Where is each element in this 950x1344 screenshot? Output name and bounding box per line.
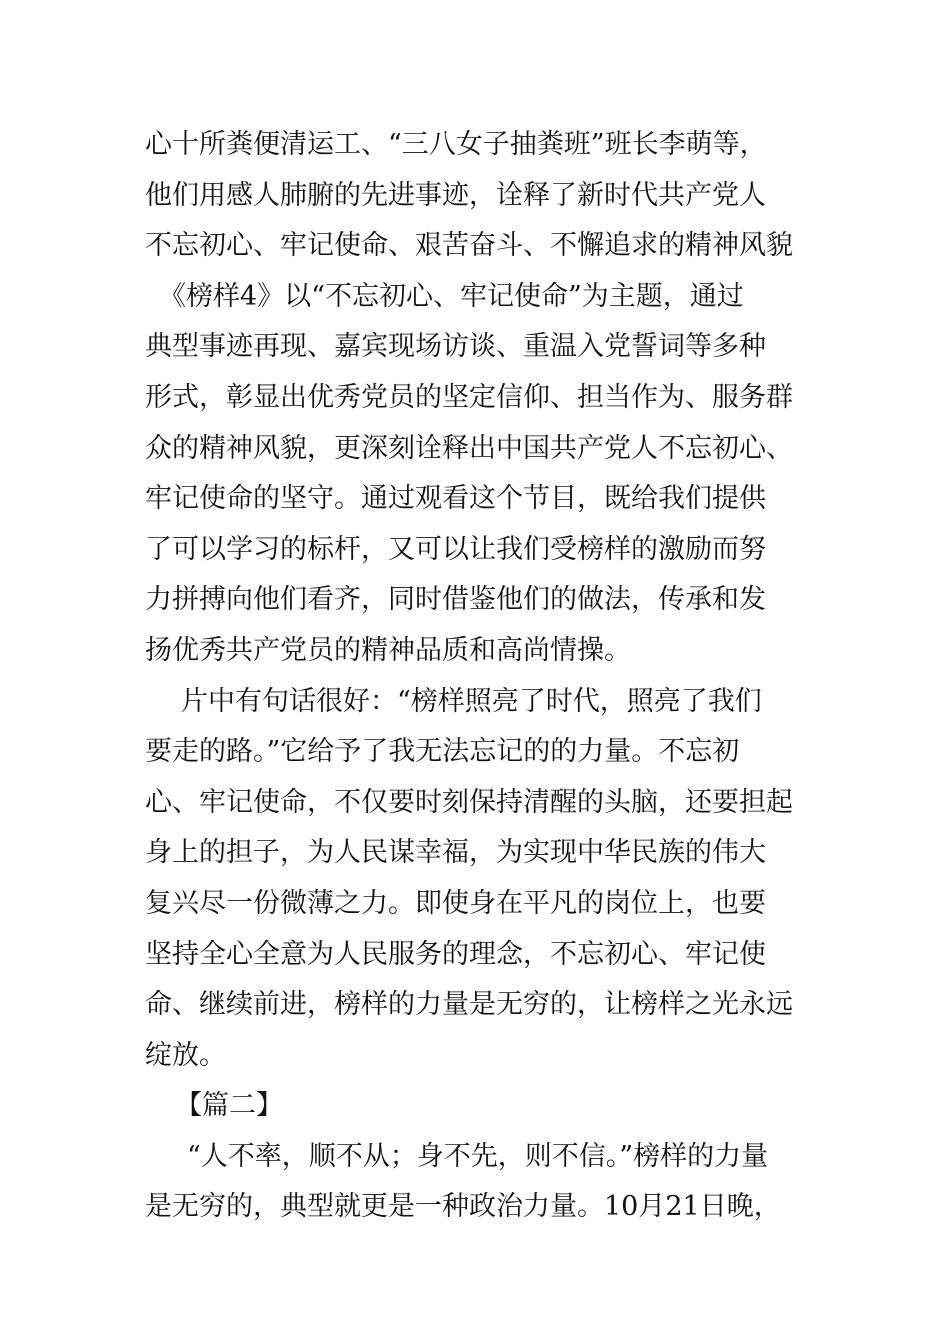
text-line: 不忘初心、牢记使命、艰苦奋斗、不懈追求的精神风貌 — [145, 230, 793, 262]
text-line: 命、继续前进，榜样的力量是无穷的，让榜样之光永远 — [145, 989, 793, 1021]
text-line: 心十所粪便清运工、“三八女子抽粪班”班长李萌等， — [145, 129, 767, 160]
document-body — [145, 120, 820, 1233]
paragraph-first-line: 片中有句话很好：“榜样照亮了时代，照亮了我们 — [181, 685, 762, 717]
text-line: 了可以学习的标杆，又可以让我们受榜样的激励而努 — [145, 533, 766, 565]
section-heading: 【篇二】 — [175, 1090, 283, 1122]
text-line: 力拼搏向他们看齐，同时借鉴他们的做法，传承和发 — [145, 584, 766, 616]
text-line: 典型事迹再现、嘉宾现场访谈、重温入党誓词等多种 — [145, 331, 766, 363]
text-line: 牢记使命的坚守。通过观看这个节目，既给我们提供 — [145, 483, 766, 515]
text-line: 形式，彰显出优秀党员的坚定信仰、担当作为、服务群 — [145, 381, 793, 413]
text-line: 身上的担子，为人民谋幸福，为实现中华民族的伟大 — [145, 837, 766, 869]
text-line: 众的精神风貌，更深刻诠释出中国共产党人不忘初心、 — [145, 432, 793, 464]
paragraph-first-line: 《榜样4》以“不忘初心、牢记使命”为主题，通过 — [159, 280, 744, 312]
text-line: 坚持全心全意为人民服务的理念，不忘初心、牢记使 — [145, 938, 766, 970]
text-line: 是无穷的，典型就更是一种政治力量。10月21日晚， — [145, 1191, 781, 1223]
text-line: 绽放。 — [145, 1039, 226, 1071]
paragraph-first-line: “人不率，顺不从；身不先，则不信。”榜样的力量 — [187, 1140, 769, 1172]
text-line: 要走的路。”它给予了我无法忘记的的力量。不忘初 — [145, 736, 740, 768]
text-line: 扬优秀共产党员的精神品质和高尚情操。 — [145, 634, 631, 666]
text-line: 复兴尽一份微薄之力。即使身在平凡的岗位上，也要 — [145, 887, 766, 919]
text-line: 他们用感人肺腑的先进事迹，诠释了新时代共产党人 — [145, 179, 766, 211]
text-line: 心、牢记使命，不仅要时刻保持清醒的头脑，还要担起 — [145, 786, 793, 818]
